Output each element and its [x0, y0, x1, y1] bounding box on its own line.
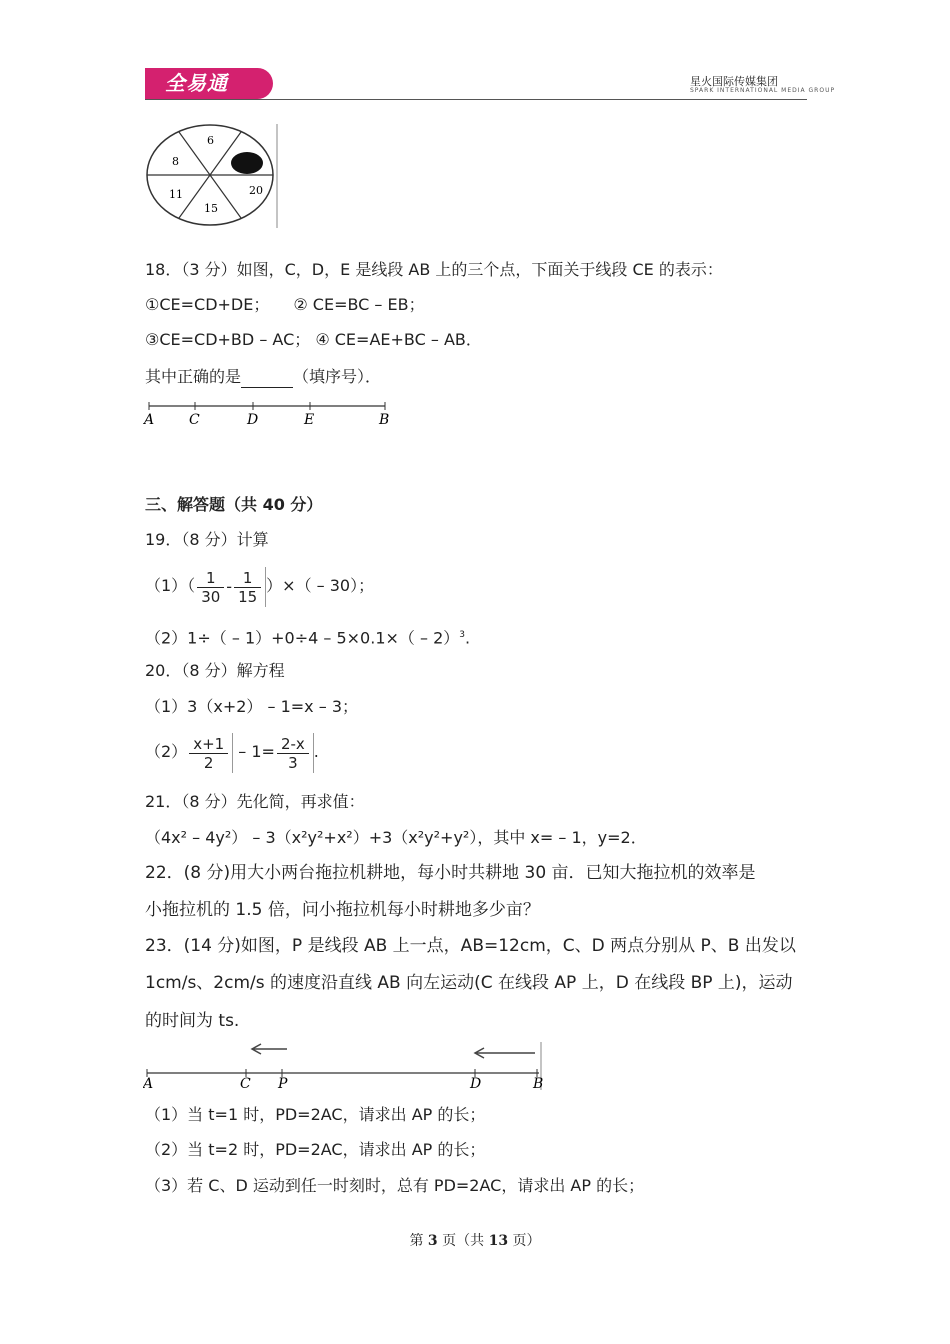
- fraction-group: [187, 733, 233, 773]
- q20-stem: 20．（8 分）解方程: [145, 661, 285, 680]
- spinner-wheel-figure: [143, 122, 283, 230]
- numerator: x+1: [189, 735, 228, 754]
- q22-line1: 22．(8 分)用大小两台拖拉机耕地，每小时共耕地 30 亩．已知大拖拉机的效率是: [145, 863, 756, 883]
- brand-name: 星火国际传媒集团: [690, 75, 778, 88]
- denominator: 2: [203, 753, 214, 772]
- point-label: C: [189, 412, 200, 428]
- point-label: D: [470, 1076, 482, 1092]
- point-label: A: [144, 412, 155, 428]
- minus-sign: -: [226, 576, 233, 596]
- q18-options-3-4: ③CE=CD+BD – AC； ④ CE=AE+BC – AB．: [145, 330, 482, 349]
- numerator: 1: [234, 569, 261, 588]
- fraction: [234, 569, 261, 606]
- numerator: 1: [197, 569, 224, 588]
- q20-part1: （1）3（x+2） – 1=x – 3；: [145, 697, 358, 716]
- q20-part2: [145, 732, 319, 773]
- point-label: E: [304, 412, 315, 428]
- q18-ask-pre: 其中正确的是: [145, 367, 242, 386]
- q22-line2: 小拖拉机的 1.5 倍，问小拖拉机每小时耕地多少亩？: [145, 900, 540, 920]
- q18-question: [145, 366, 381, 388]
- q19-p1-post: ）×（ – 30）；: [266, 576, 375, 595]
- logo: 全易通: [145, 68, 273, 99]
- q20-p2-pre: （2）: [145, 742, 188, 761]
- q19-p2-end: .: [465, 628, 471, 648]
- fraction: [197, 569, 224, 606]
- point-label: P: [278, 1076, 288, 1092]
- q18-stem: 18．（3 分）如图，C，D，E 是线段 AB 上的三个点，下面关于线段 CE 的表示：: [145, 260, 723, 279]
- q23-sub2: （2）当 t=2 时，PD=2AC，请求出 AP 的长；: [145, 1140, 486, 1159]
- q18-ask-post: （填序号）．: [293, 367, 382, 386]
- point-label: C: [240, 1076, 251, 1092]
- q21-stem: 21．（8 分）先化简，再求值：: [145, 792, 365, 811]
- q19-p2-text: （2）1÷（ – 1）+0÷4 – 5×0.1×（ – 2）: [145, 628, 460, 648]
- exponent: 3: [459, 630, 465, 640]
- numerator: 2-x: [277, 735, 309, 754]
- sector-label: 8: [172, 155, 179, 168]
- sector-label: 20: [249, 184, 263, 197]
- q20-p2-mid: – 1=: [233, 742, 275, 761]
- q23-line3: 的时间为 ts.: [145, 1011, 240, 1031]
- answer-blank: [241, 371, 293, 388]
- fraction-group: [195, 567, 266, 607]
- sector-label: 6: [207, 134, 214, 147]
- section-title: 三、解答题（共 40 分）: [145, 495, 323, 514]
- footer-post: 页）: [508, 1233, 541, 1249]
- segment-figure-acpdb: [143, 1040, 548, 1092]
- point-label: D: [247, 412, 259, 428]
- denominator: 15: [238, 587, 258, 606]
- q19-p1-pre: （1）（: [145, 576, 196, 595]
- brand-subtitle: SPARK INTERNATIONAL MEDIA GROUP: [690, 87, 836, 94]
- denominator: 3: [288, 753, 298, 772]
- q19-stem: 19．（8 分）计算: [145, 530, 269, 549]
- fraction-group: [275, 733, 314, 773]
- point-label: B: [379, 412, 390, 428]
- page-number: 3: [427, 1233, 438, 1249]
- footer-mid: 页（共: [437, 1233, 489, 1249]
- q19-part2: [145, 624, 470, 649]
- page-total: 13: [488, 1233, 509, 1249]
- sector-label: 11: [169, 188, 183, 201]
- q18-options-1-2: ①CE=CD+DE； ② CE=BC – EB；: [145, 295, 425, 314]
- black-marker: [231, 152, 263, 174]
- denominator: 30: [201, 587, 221, 606]
- point-label: A: [143, 1076, 154, 1092]
- segment-figure-acdeb: [143, 400, 393, 430]
- fraction: [189, 735, 228, 772]
- header-rule: [145, 99, 807, 100]
- page-footer: [0, 1230, 950, 1250]
- fraction: [277, 735, 309, 772]
- point-label: B: [533, 1076, 544, 1092]
- q21-expression: （4x² – 4y²） – 3（x²y²+x²）+3（x²y²+y²），其中 x= – 1，y=2．: [145, 828, 647, 847]
- footer-pre: 第: [409, 1233, 428, 1249]
- q20-p2-end: .: [313, 742, 319, 761]
- q23-sub1: （1）当 t=1 时，PD=2AC，请求出 AP 的长；: [145, 1105, 486, 1124]
- q19-part1: [145, 566, 374, 607]
- q23-line2: 1cm/s、2cm/s 的速度沿直线 AB 向左运动(C 在线段 AP 上，D 在线段 BP 上)，运动: [145, 973, 793, 993]
- q23-line1: 23．(14 分)如图，P 是线段 AB 上一点，AB=12cm，C、D 两点分别从 P、B 出发以: [145, 936, 796, 956]
- q23-sub3: （3）若 C、D 运动到任一时刻时，总有 PD=2AC，请求出 AP 的长；: [145, 1176, 645, 1195]
- sector-label: 15: [204, 202, 218, 215]
